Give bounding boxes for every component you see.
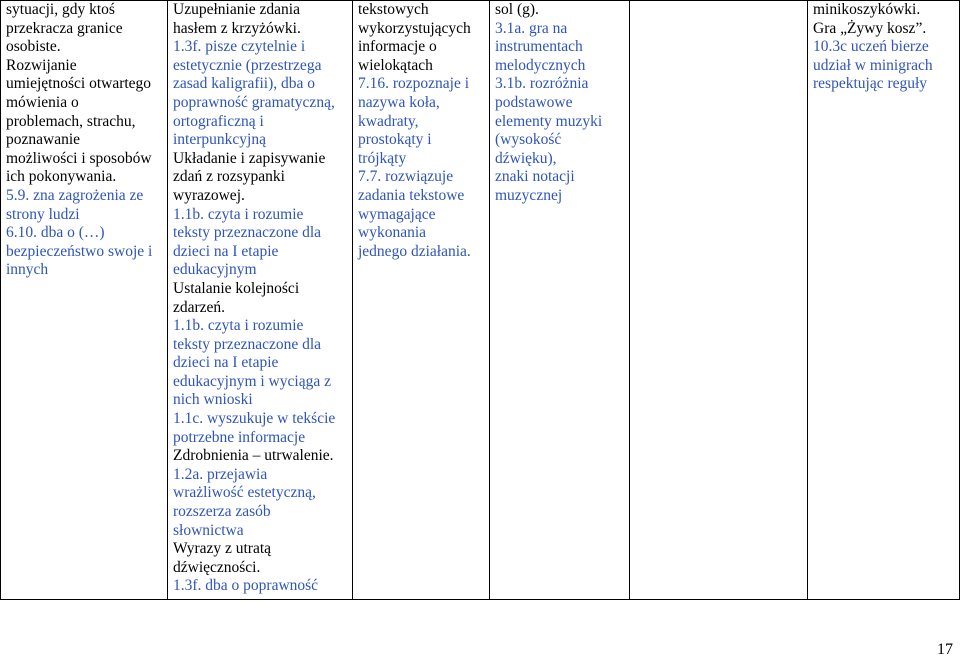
cell-text-line: informacje o [358, 38, 437, 56]
cell-text-line: słownictwa [173, 521, 244, 539]
cell-text-line: 6.10. dba o (…) [6, 224, 105, 242]
cell-text-line: 1.2a. przejawia [173, 465, 268, 483]
cell-text-line: tekstowych [358, 1, 429, 18]
cell-text-line: wykorzystujących [358, 19, 471, 37]
cell-text-line: Gra „Żywy kosz”. [813, 19, 927, 37]
cell-text-line: zdarzeń. [173, 298, 226, 316]
cell-text-line: problemach, strachu, [6, 112, 136, 130]
cell-text-line: sol (g). [495, 1, 539, 18]
cell-text-line: Ustalanie kolejności [173, 279, 300, 297]
cell-text-line: ich pokonywania. [6, 168, 117, 186]
cell-text-line: 1.1c. wyszukuje w tekście [173, 410, 336, 428]
cell-text-line: 1.1b. czyta i rozumie [173, 317, 304, 335]
cell-text-line: przekracza granice [6, 19, 123, 37]
cell-text-line: mówienia o [6, 93, 79, 111]
cell-text-line: możliwości i sposobów [6, 149, 152, 167]
cell-text-line: 7.16. rozpoznaje i [358, 75, 470, 93]
cell-text-line: 3.1a. gra na [495, 19, 568, 37]
cell-text-line: zadania tekstowe [358, 186, 465, 204]
cell-text-line: 5.9. zna zagrożenia ze [6, 186, 144, 204]
cell-text-line: 3.1b. rozróżnia [495, 75, 589, 93]
cell-text-line: muzycznej [495, 186, 563, 204]
cell-text-line: nazywa koła, [358, 93, 440, 111]
table-cell-physical-education [808, 1, 960, 600]
cell-text-line: strony ludzi [6, 205, 80, 223]
cell-text-line: sytuacji, gdy ktoś [6, 1, 115, 18]
cell-text-line: melodycznych [495, 56, 586, 74]
cell-text-line: Wyrazy z utratą [173, 540, 272, 558]
cell-text-line: teksty przeznaczone dla [173, 335, 322, 353]
cell-text-line: Układanie i zapisywanie [173, 149, 326, 167]
cell-text-line: zdań z rozsypanki [173, 168, 285, 186]
cell-text-line: 1.3f. dba o poprawność [173, 577, 319, 595]
cell-text-line: udział w minigrach [813, 56, 933, 74]
cell-text-line: Uzupełnianie zdania [173, 1, 300, 18]
cell-text-line: wyrazowej. [173, 186, 245, 204]
cell-text-line: poznawanie [6, 131, 81, 149]
cell-text-line: teksty przeznaczone dla [173, 224, 322, 242]
cell-text-line: wykonania [358, 224, 427, 242]
cell-text-line: interpunkcyjną [173, 131, 266, 149]
cell-text-line: wielokątach [358, 56, 433, 74]
cell-text-line: 1.3f. pisze czytelnie i [173, 38, 306, 56]
cell-text-line: poprawność gramatyczną, [173, 93, 335, 111]
cell-text-line: prostokąty i [358, 131, 432, 149]
cell-text-line: minikoszykówki. [813, 1, 921, 18]
cell-text-line: estetycznie (przestrzega [173, 56, 322, 74]
table-cell-music [490, 1, 630, 600]
cell-text-line: 10.3c uczeń bierze [813, 38, 929, 56]
cell-text-line: bezpieczeństwo swoje i [6, 242, 153, 260]
cell-text-line: innych [6, 261, 49, 279]
cell-text-line: respektując reguły [813, 75, 928, 93]
cell-text-line: elementy muzyki [495, 112, 603, 130]
cell-text-line: potrzebne informacje [173, 428, 306, 446]
cell-text-line: nich wnioski [173, 391, 253, 409]
table-cell-mathematics [353, 1, 490, 600]
cell-text-line: 1.1b. czyta i rozumie [173, 205, 304, 223]
cell-text-line: rozszerza zasób [173, 503, 271, 521]
table-cell-social-education [1, 1, 168, 600]
cell-text-line: 7.7. rozwiązuje [358, 168, 454, 186]
page-number: 17 [937, 641, 953, 658]
cell-text-line: edukacyjnym i wyciąga z [173, 372, 331, 390]
cell-text-line: ortograficzną i [173, 112, 264, 130]
cell-text-line: instrumentach [495, 38, 583, 56]
cell-text-line: wrażliwość estetyczną, [173, 484, 316, 502]
cell-text-line: hasłem z krzyżówki. [173, 19, 301, 37]
cell-text-line: dzieci na I etapie [173, 354, 279, 372]
cell-text-line: umiejętności otwartego [6, 75, 152, 93]
cell-text-line: Zdrobnienia – utrwalenie. [173, 447, 334, 465]
table-cell-empty [630, 1, 808, 600]
cell-text-line: trójkąty [358, 149, 407, 167]
cell-text-line: dźwięczności. [173, 558, 261, 576]
table-cell-polish-language [168, 1, 353, 600]
cell-text-line: kwadraty, [358, 112, 419, 130]
cell-text-line: wymagające [358, 205, 436, 223]
cell-text-line: zasad kaligrafii), dba o [173, 75, 316, 93]
cell-text-line: edukacyjnym [173, 261, 257, 279]
table-row [1, 1, 960, 600]
cell-text-line: podstawowe [495, 93, 573, 111]
cell-text-line: znaki notacji [495, 168, 575, 186]
cell-text-line: dzieci na I etapie [173, 242, 279, 260]
cell-text-line: Rozwijanie [6, 56, 77, 74]
cell-text-line: osobiste. [6, 38, 61, 56]
cell-text-line: (wysokość dźwięku), [495, 131, 566, 167]
cell-text-line: jednego działania. [358, 242, 471, 260]
